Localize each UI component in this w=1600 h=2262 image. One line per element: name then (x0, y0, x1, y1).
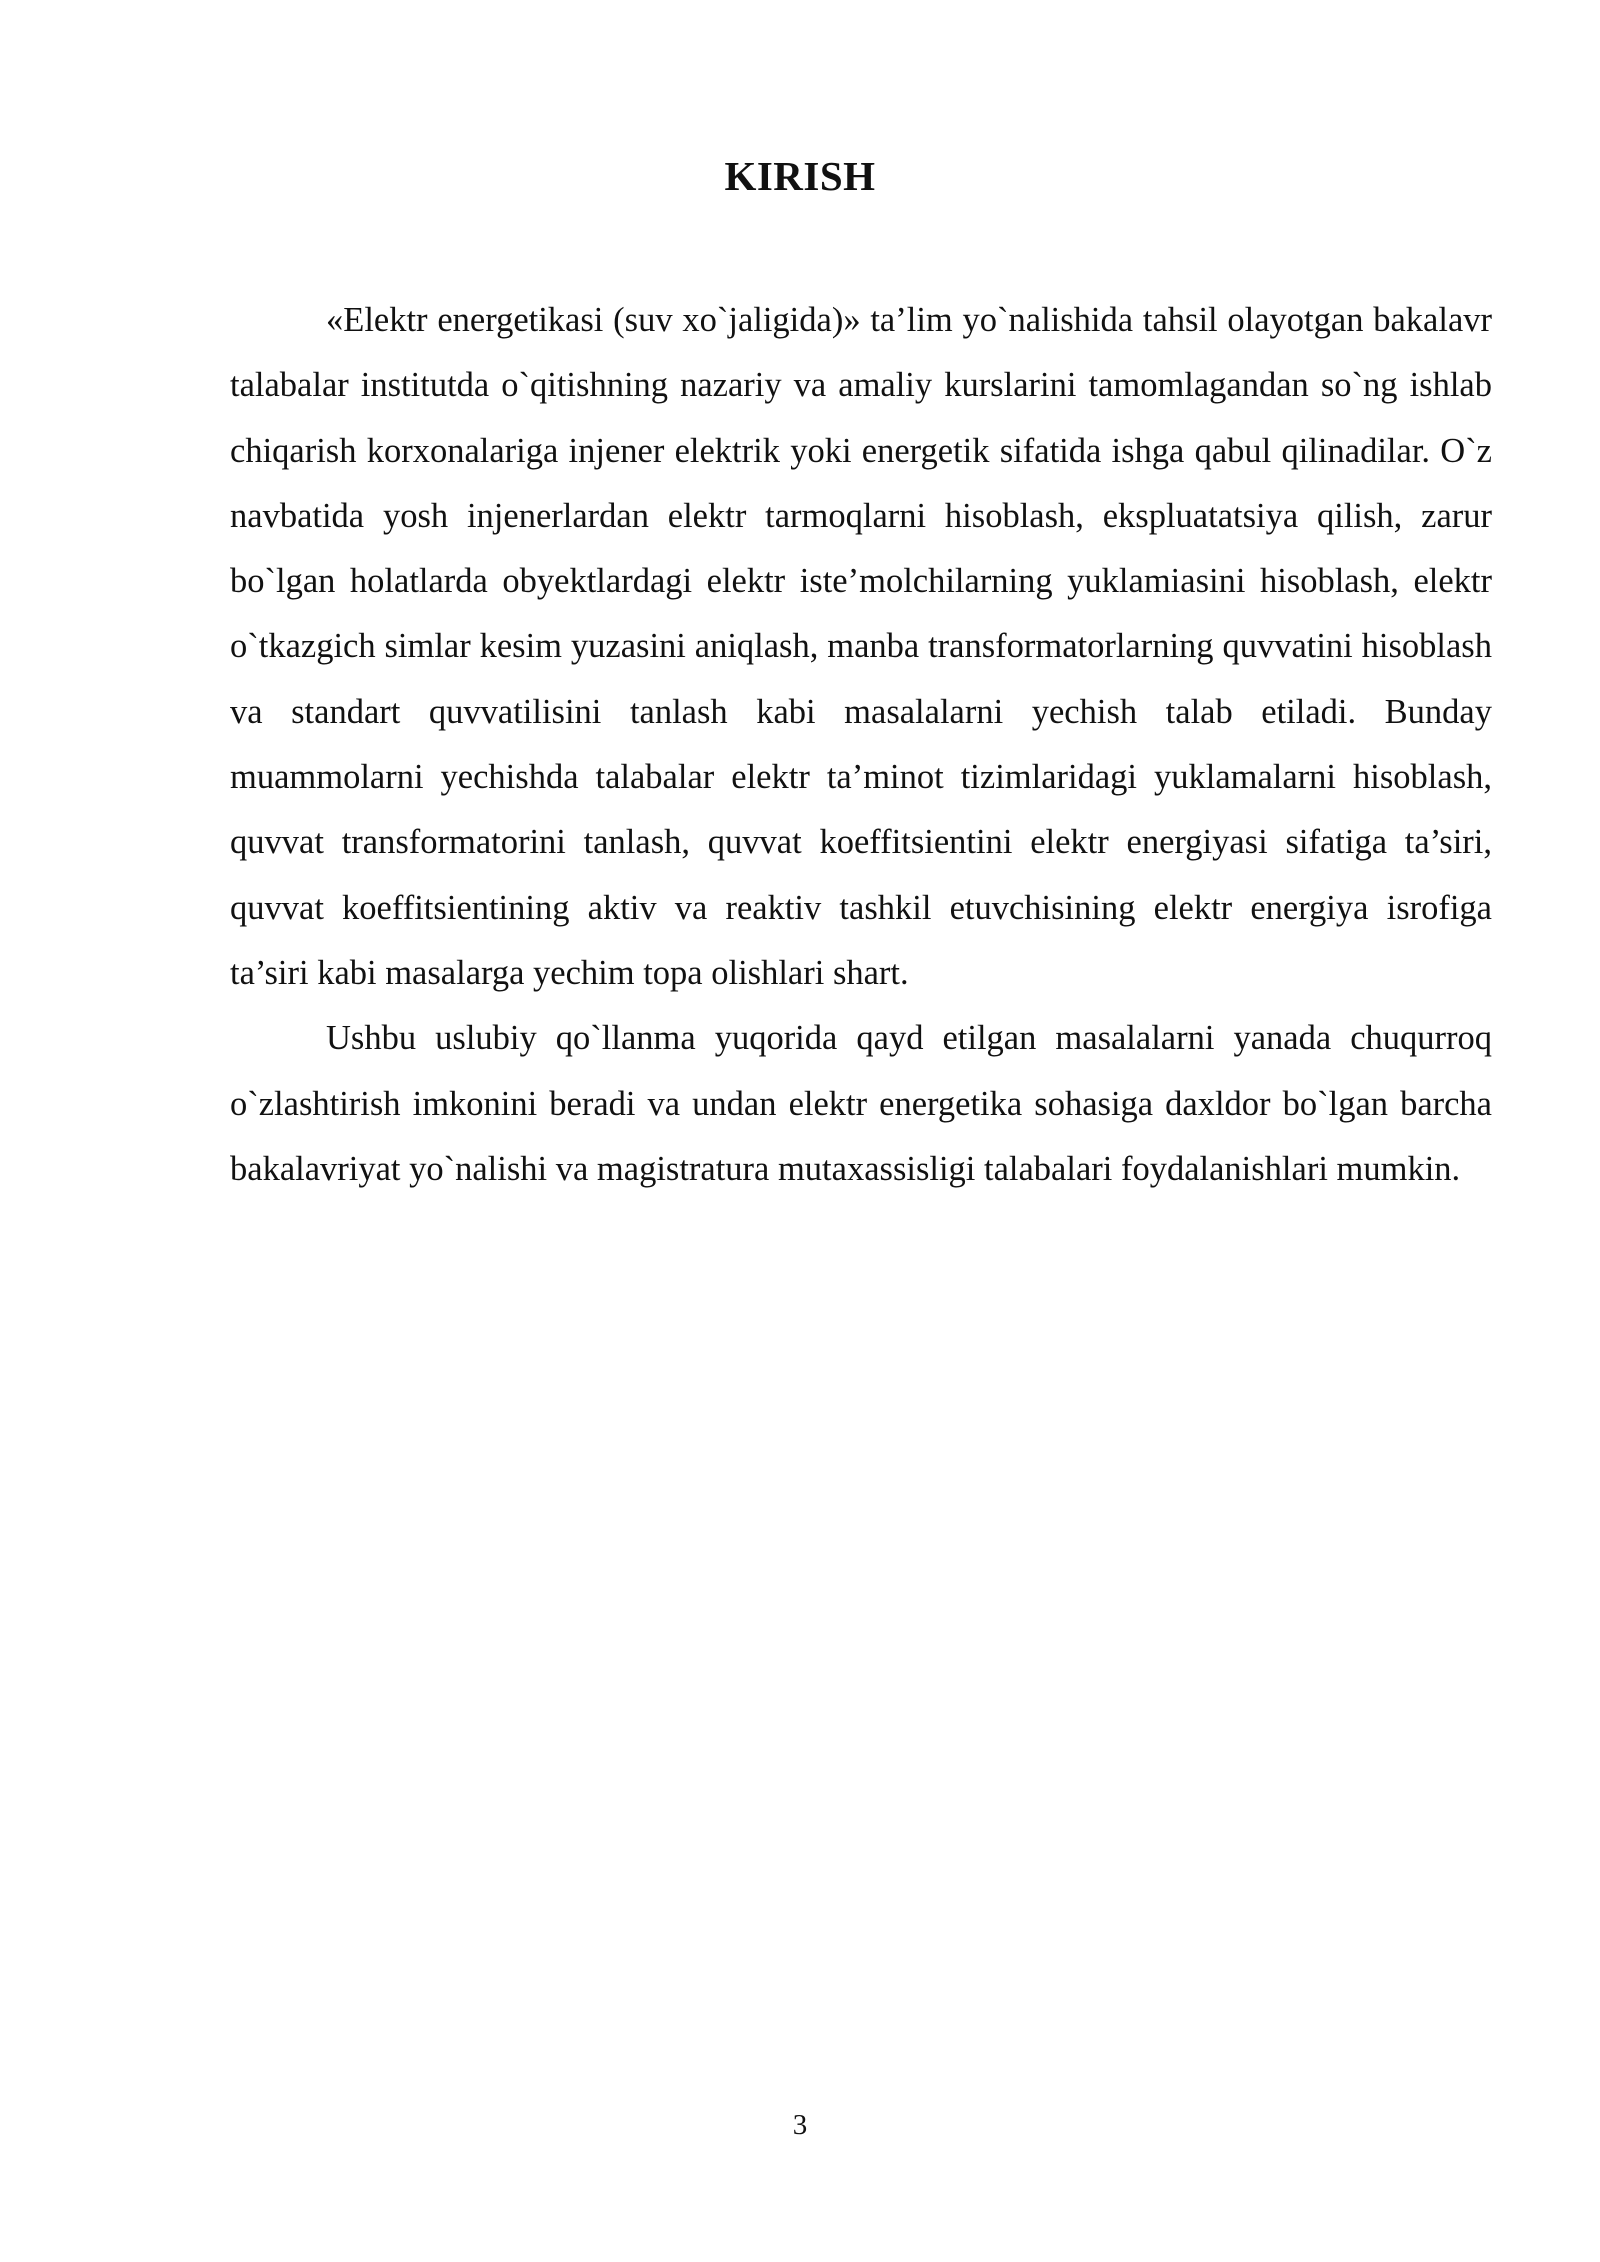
page-number: 3 (792, 2109, 808, 2141)
paragraph-guide: Ushbu uslubiy qo`llanma yuqorida qayd etilgan masalalarni yanada chuqurroq o`zlashtirish imkonini beradi va undan elektr energetika sohasiga daxldor bo`lgan barcha bakalavriyat yo`nalishi va magistratura mutaxassisligi talabalari foydalanishlari mumkin. (230, 1019, 1492, 1188)
body-text (230, 288, 1492, 1202)
paragraph-intro: «Elektr energetikasi (suv xo`jaligida)» ta’lim yo`nalishida tahsil olayotgan bakalavr talabalar institutda o`qitishning nazariy va amaliy kurslarini tamomlagandan so`ng ishlab chiqarish korxonalariga injener elektrik yoki energetik sifatida ishga qabul qilinadilar. O`z navbatida yosh injenerlardan elektr tarmoqlarni hisoblash, ekspluatatsiya qilish, zarur bo`lgan holatlarda obyektlardagi elektr iste’molchilarning yuklamiasini hisoblash, elektr o`tkazgich simlar kesim yuzasini aniqlash, manba transformatorlarning quvvatini hisoblash va standart quvvatilisini tanlash kabi masalalarni yechish talab etiladi. Bunday muammolarni yechishda talabalar elektr ta’minot tizimlaridagi yuklamalarni hisoblash, quvvat transformatorini tanlash, quvvat koeffitsientini elektr energiyasi sifatiga ta’siri, quvvat koeffitsientining aktiv va reaktiv tashkil etuvchisining elektr energiya isrofiga ta’siri kabi masalarga yechim topa olishlari shart. (230, 301, 1492, 992)
section-title: KIRISH (724, 153, 876, 199)
